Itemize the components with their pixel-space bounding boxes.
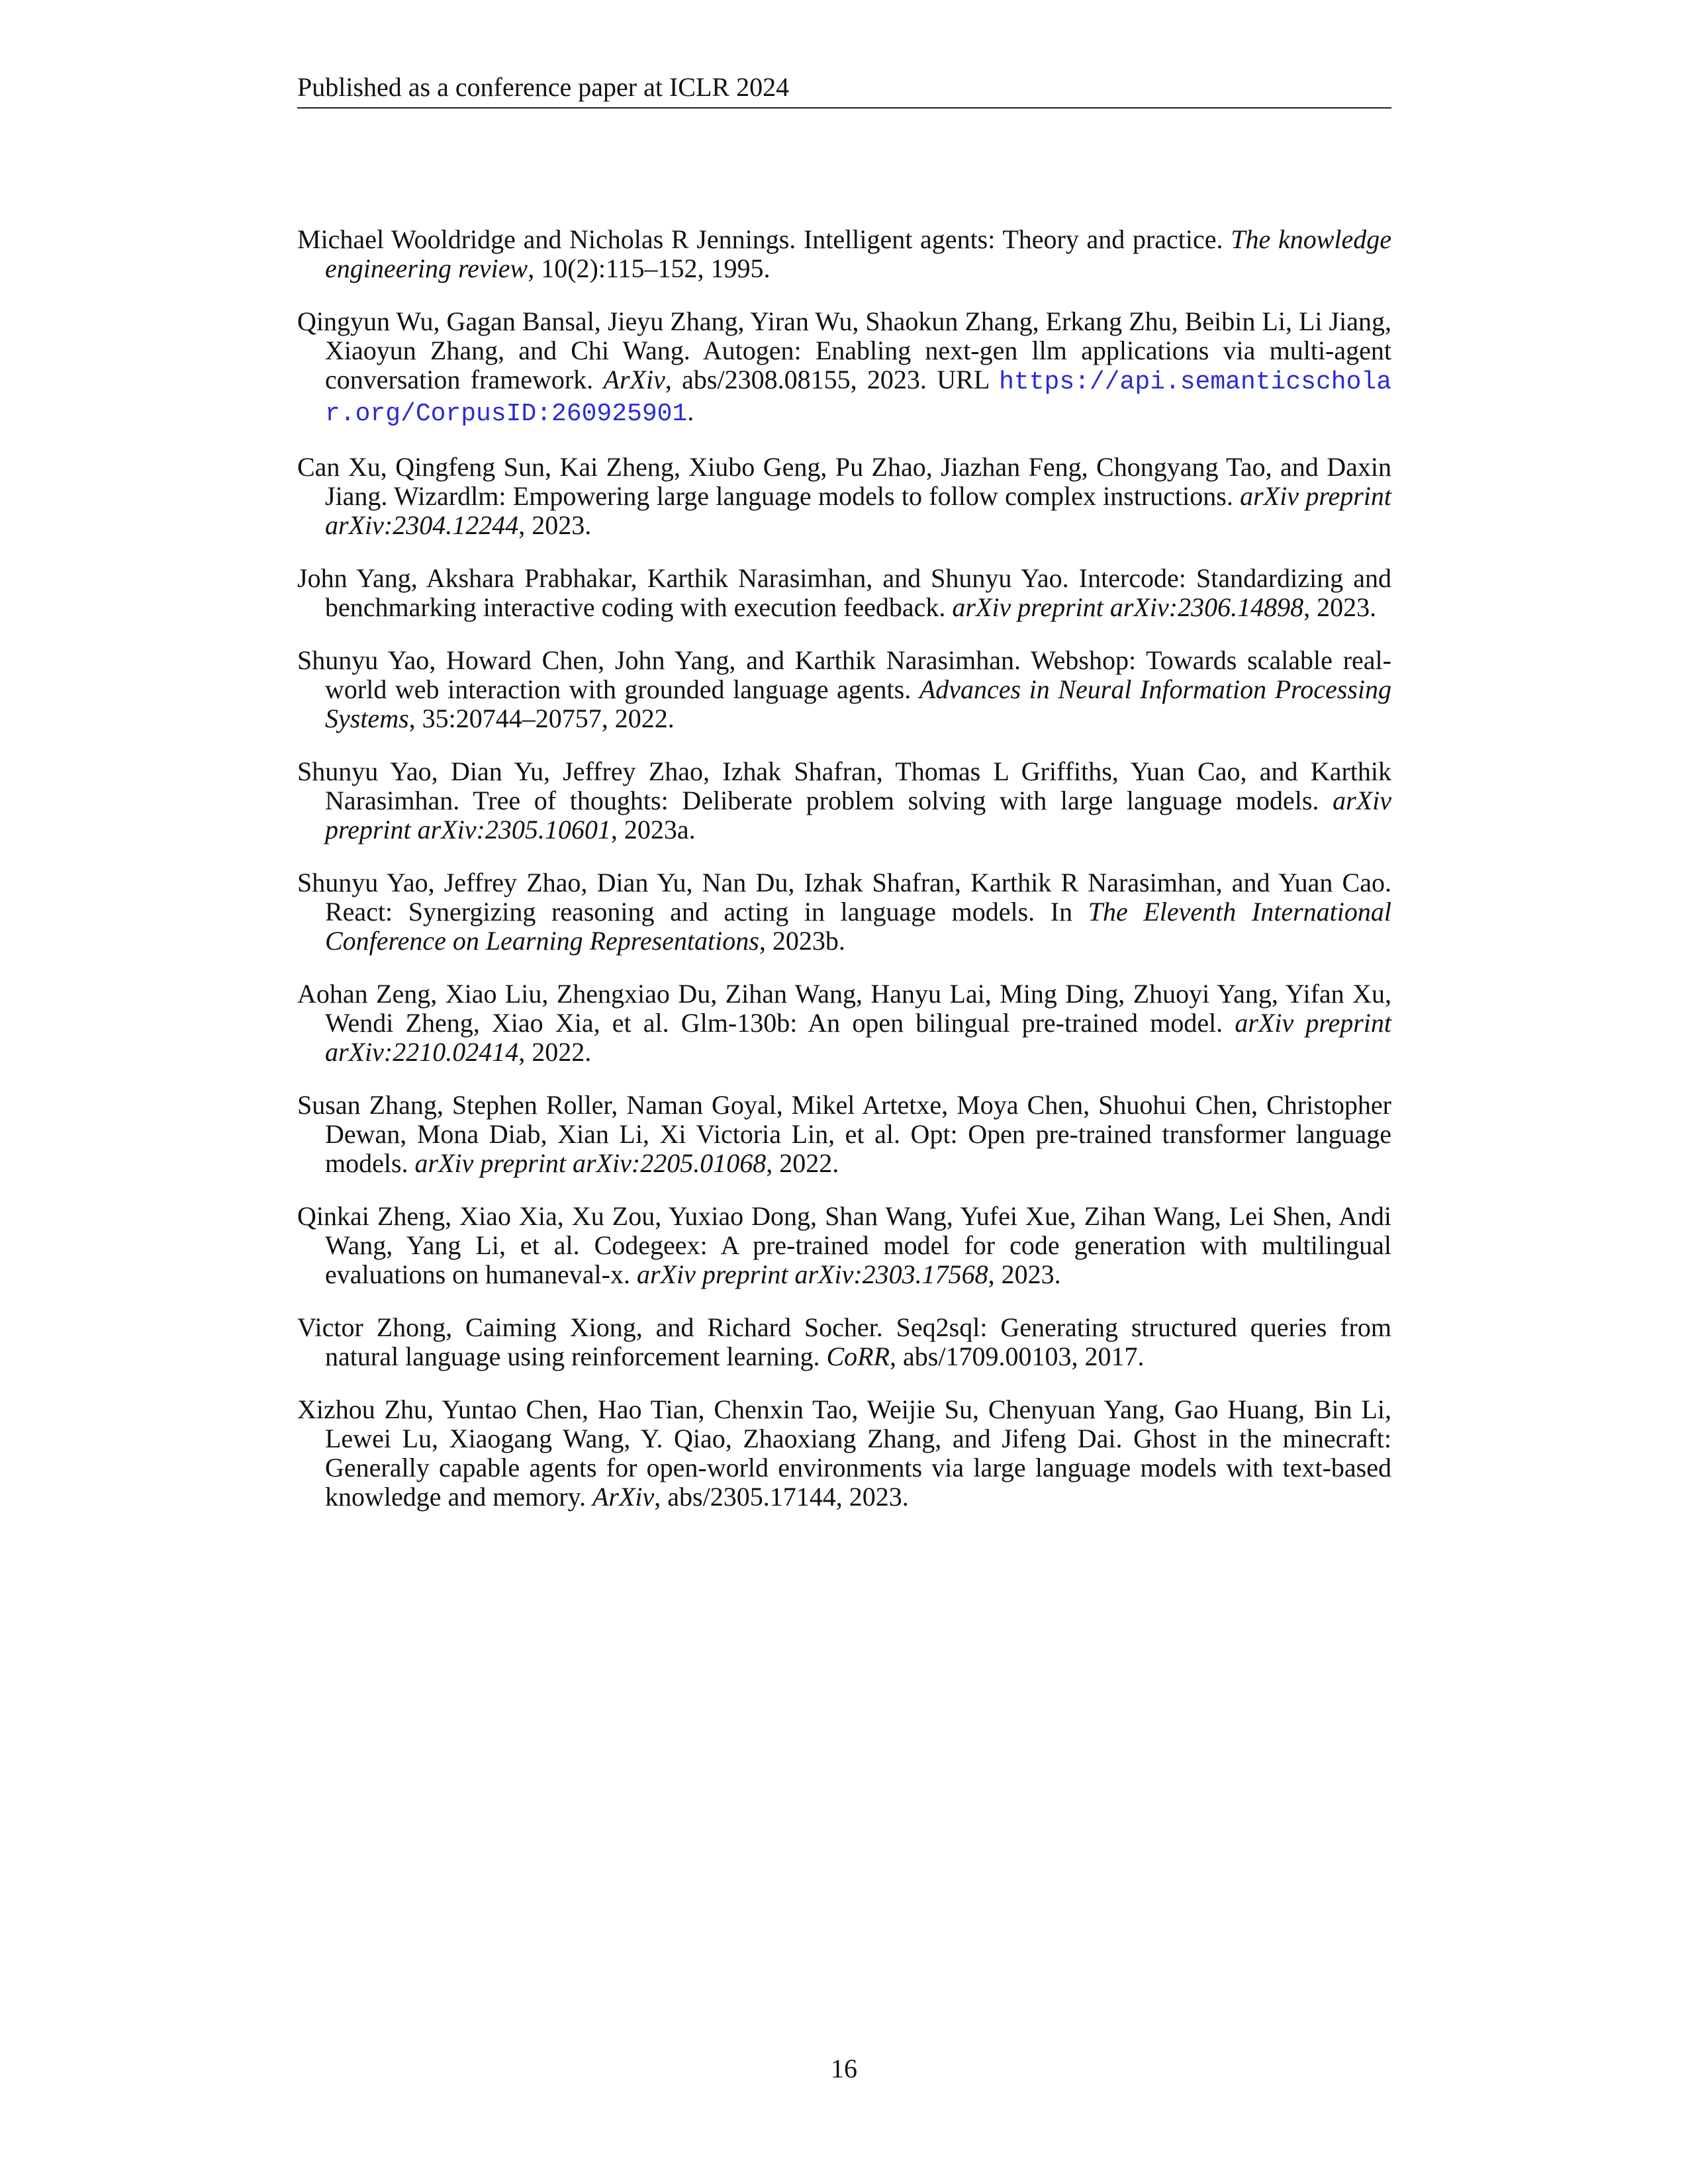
reference-details: , 2023.	[1303, 592, 1377, 622]
reference-venue: CoRR	[826, 1342, 890, 1371]
reference-venue: arXiv preprint arXiv:2306.14898	[952, 592, 1304, 622]
reference-authors-title: Xizhou Zhu, Yuntao Chen, Hao Tian, Chenxin Tao, Weijie Su, Chenyuan Yang, Gao Huang, Bin Li, Lewei Lu, Xiaogang Wang, Y. Qiao, Zhaoxiang Zhang, and Jifeng Dai. Ghost in the minecraft: Generally capable agents for open-world environments via large language models with text-based knowledge and memory.	[297, 1394, 1391, 1512]
reference-authors-title: Michael Wooldridge and Nicholas R Jennings. Intelligent agents: Theory and practice.	[297, 224, 1231, 254]
reference-entry	[297, 307, 1391, 429]
reference-authors-title: Shunyu Yao, Howard Chen, John Yang, and Karthik Narasimhan. Webshop: Towards scalable real-world web interaction with grounded language agents.	[297, 645, 1391, 704]
reference-details: , abs/2308.08155, 2023. URL	[665, 365, 1000, 394]
reference-details: , 2023a.	[610, 815, 696, 844]
reference-details: , abs/2305.17144, 2023.	[654, 1482, 909, 1512]
reference-authors-title: Shunyu Yao, Jeffrey Zhao, Dian Yu, Nan Du, Izhak Shafran, Karthik R Narasimhan, and Yuan Cao. React: Synergizing reasoning and acting in language models. In	[297, 868, 1391, 927]
reference-entry	[297, 1202, 1391, 1289]
reference-venue: Advances in Neural Information Processing Systems	[325, 674, 1392, 733]
reference-details: , 2023.	[988, 1259, 1061, 1289]
reference-details: , 2022.	[766, 1148, 839, 1178]
reference-venue: ArXiv	[592, 1482, 655, 1512]
reference-venue: The knowledge engineering review	[325, 224, 1391, 283]
reference-entry	[297, 1313, 1391, 1371]
running-header	[297, 71, 1391, 109]
reference-entry	[297, 1395, 1391, 1512]
reference-entry	[297, 646, 1391, 733]
reference-venue: arXiv preprint arXiv:2303.17568	[636, 1259, 988, 1289]
reference-details: , abs/1709.00103, 2017.	[890, 1342, 1145, 1371]
reference-details: , 2023.	[518, 510, 592, 540]
reference-entry	[297, 757, 1391, 844]
reference-entry	[297, 979, 1391, 1067]
reference-authors-title: Aohan Zeng, Xiao Liu, Zhengxiao Du, Zihan Wang, Hanyu Lai, Ming Ding, Zhuoyi Yang, Yifan Xu, Wendi Zheng, Xiao Xia, et al. Glm-130b: An open bilingual pre-trained model.	[297, 979, 1391, 1038]
header-text: Published as a conference paper at ICLR 2024	[297, 72, 790, 102]
reference-venue: arXiv preprint arXiv:2210.02414	[325, 1008, 1391, 1067]
reference-venue: The Eleventh International Conference on Learning Representations	[325, 897, 1391, 956]
page-number: 16	[831, 2054, 857, 2083]
reference-entry	[297, 868, 1391, 956]
references-list	[297, 225, 1391, 1535]
reference-authors-title: Victor Zhong, Caiming Xiong, and Richard Socher. Seq2sql: Generating structured queries from natural language using reinforcement learning.	[297, 1312, 1391, 1371]
reference-venue: arXiv preprint arXiv:2305.10601	[325, 786, 1391, 844]
reference-authors-title: Can Xu, Qingfeng Sun, Kai Zheng, Xiubo Geng, Pu Zhao, Jiazhan Feng, Chongyang Tao, and Daxin Jiang. Wizardlm: Empowering large language models to follow complex instructions.	[297, 452, 1391, 511]
reference-venue: arXiv preprint arXiv:2304.12244	[325, 481, 1391, 540]
reference-authors-title: Qingyun Wu, Gagan Bansal, Jieyu Zhang, Yiran Wu, Shaokun Zhang, Erkang Zhu, Beibin Li, Li Jiang, Xiaoyun Zhang, and Chi Wang. Autogen: Enabling next-gen llm applications via multi-agent conversation framework.	[297, 306, 1391, 394]
reference-entry	[297, 453, 1391, 540]
reference-url-trailer: .	[687, 396, 694, 426]
reference-details: , 2023b.	[759, 926, 845, 956]
reference-entry	[297, 564, 1391, 622]
reference-authors-title: Shunyu Yao, Dian Yu, Jeffrey Zhao, Izhak Shafran, Thomas L Griffiths, Yuan Cao, and Karthik Narasimhan. Tree of thoughts: Deliberate problem solving with large language models.	[297, 756, 1391, 815]
reference-authors-title: John Yang, Akshara Prabhakar, Karthik Narasimhan, and Shunyu Yao. Intercode: Standardizing and benchmarking interactive coding with execution feedback.	[297, 563, 1391, 622]
reference-authors-title: Susan Zhang, Stephen Roller, Naman Goyal, Mikel Artetxe, Moya Chen, Shuohui Chen, Christopher Dewan, Mona Diab, Xian Li, Xi Victoria Lin, et al. Opt: Open pre-trained transformer language models.	[297, 1090, 1391, 1178]
reference-details: , 2022.	[518, 1037, 592, 1067]
reference-url-link[interactable]: https://api.semanticscholar.org/CorpusID:260925901	[325, 368, 1392, 428]
reference-entry	[297, 225, 1391, 283]
reference-venue: ArXiv	[603, 365, 665, 394]
reference-details: , 35:20744–20757, 2022.	[408, 704, 675, 733]
reference-venue: arXiv preprint arXiv:2205.01068	[414, 1148, 767, 1178]
reference-authors-title: Qinkai Zheng, Xiao Xia, Xu Zou, Yuxiao Dong, Shan Wang, Yufei Xue, Zihan Wang, Lei Shen, Andi Wang, Yang Li, et al. Codegeex: A pre-trained model for code generation with multilingual evaluations on humaneval-x.	[297, 1201, 1391, 1289]
reference-entry	[297, 1091, 1391, 1178]
reference-details: , 10(2):115–152, 1995.	[528, 253, 771, 283]
